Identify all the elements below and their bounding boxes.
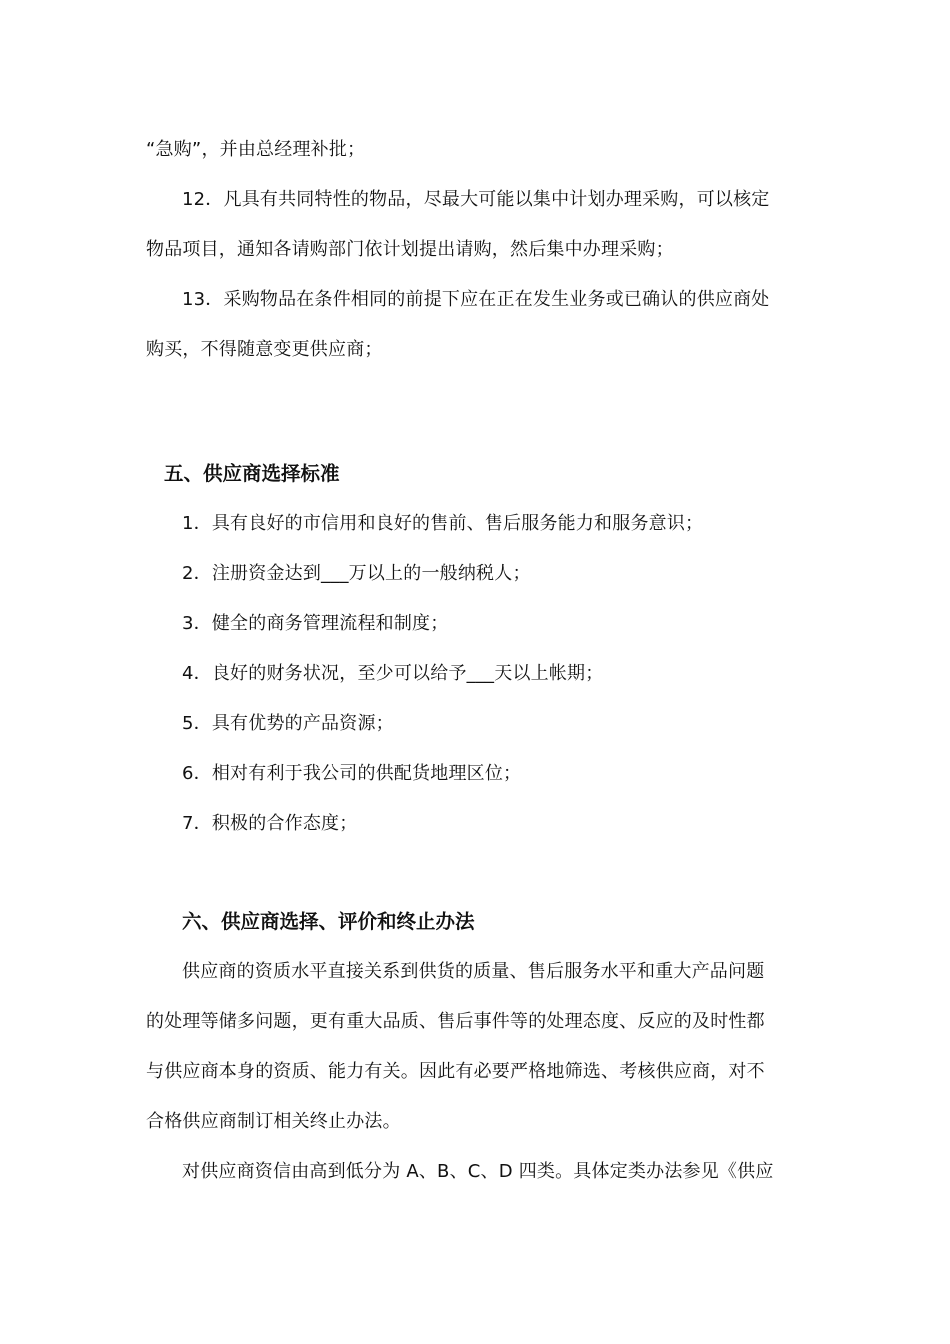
section-5-item: 1．具有良好的市信用和良好的售前、售后服务能力和服务意识； bbox=[182, 513, 704, 534]
section-5-heading: 五、供应商选择标准 bbox=[164, 462, 340, 485]
section-5-item: 5．具有优势的产品资源； bbox=[182, 713, 394, 734]
section-5-item: 7．积极的合作态度； bbox=[182, 813, 358, 834]
section-5-item: 6．相对有利于我公司的供配货地理区位； bbox=[182, 763, 522, 784]
section-6-paragraph-2-line: 对供应商资信由高到低分为 A、B、C、D 四类。具体定类办法参见《供应 bbox=[182, 1161, 774, 1182]
section-6-heading: 六、供应商选择、评价和终止办法 bbox=[182, 910, 475, 933]
section-5-item: 3．健全的商务管理流程和制度； bbox=[182, 613, 449, 634]
section-5-item: 4．良好的财务状况，至少可以给予___天以上帐期； bbox=[182, 663, 604, 684]
item-12-line-1: 12．凡具有共同特性的物品，尽最大可能以集中计划办理采购，可以核定 bbox=[182, 189, 770, 210]
section-6-paragraph-1-line: 供应商的资质水平直接关系到供货的质量、售后服务水平和重大产品问题 bbox=[182, 961, 765, 982]
item-12-line-2: 物品项目，通知各请购部门依计划提出请购，然后集中办理采购； bbox=[146, 239, 674, 260]
section-6-paragraph-1-line: 与供应商本身的资质、能力有关。因此有必要严格地筛选、考核供应商，对不 bbox=[146, 1061, 765, 1082]
continuation-text: “急购”，并由总经理补批； bbox=[146, 139, 366, 160]
item-13-line-1: 13．采购物品在条件相同的前提下应在正在发生业务或已确认的供应商处 bbox=[182, 289, 770, 310]
section-6-paragraph-1-line: 合格供应商制订相关终止办法。 bbox=[146, 1111, 401, 1132]
section-6-paragraph-1-line: 的处理等储多问题，更有重大品质、售后事件等的处理态度、反应的及时性都 bbox=[146, 1011, 765, 1032]
section-5-item: 2．注册资金达到___万以上的一般纳税人； bbox=[182, 563, 531, 584]
item-13-line-2: 购买，不得随意变更供应商； bbox=[146, 339, 383, 360]
